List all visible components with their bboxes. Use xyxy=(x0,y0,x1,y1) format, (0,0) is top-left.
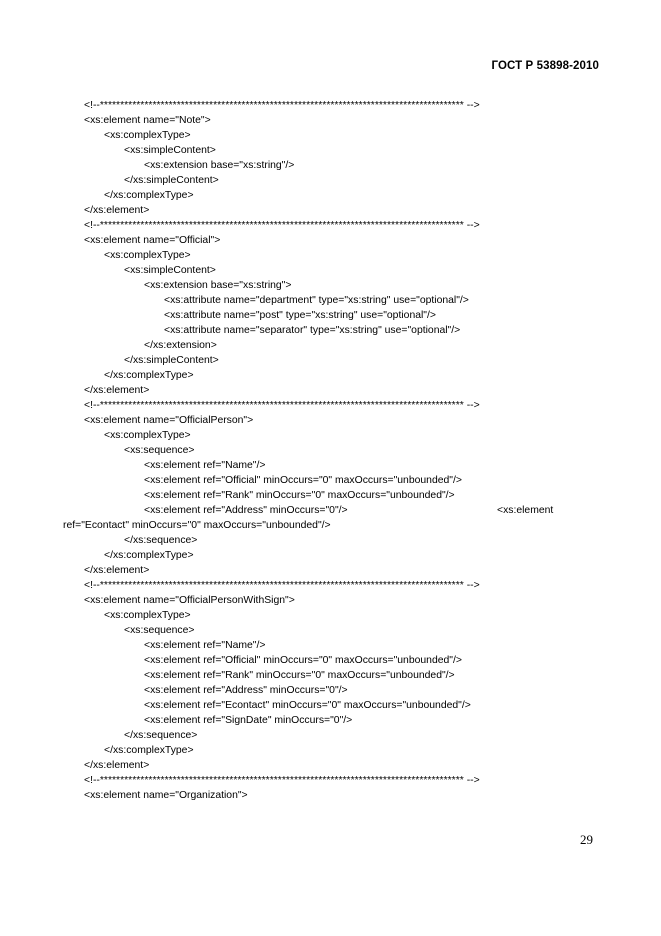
code-line: <xs:complexType> xyxy=(104,130,191,141)
code-line: <xs:complexType> xyxy=(104,430,191,441)
code-line: <xs:attribute name="post" type="xs:string" use="optional"/> xyxy=(164,310,436,321)
code-line: <xs:element ref="SignDate" minOccurs="0"/> xyxy=(144,715,353,726)
code-line: </xs:sequence> xyxy=(124,535,198,546)
code-line: <xs:element ref="Econtact" minOccurs="0" maxOccurs="unbounded"/> xyxy=(144,700,471,711)
code-line: </xs:element> xyxy=(84,385,150,396)
code-line: </xs:sequence> xyxy=(124,730,198,741)
code-line: <xs:sequence> xyxy=(124,445,195,456)
code-line: <xs:element ref="Name"/> xyxy=(144,640,266,651)
code-line: <xs:simpleContent> xyxy=(124,145,216,156)
code-line: <!--****************************************************************************************** --> xyxy=(84,775,480,786)
code-line: <!--****************************************************************************************** --> xyxy=(84,220,480,231)
code-line: <xs:complexType> xyxy=(104,250,191,261)
code-line: ref="Econtact" minOccurs="0" maxOccurs="unbounded"/> xyxy=(63,520,331,531)
code-line: <xs:element ref="Address" minOccurs="0"/> xyxy=(144,505,348,516)
code-line: <xs:element name="Note"> xyxy=(84,115,211,126)
code-line: </xs:complexType> xyxy=(104,745,194,756)
code-line: <xs:element ref="Name"/> xyxy=(144,460,266,471)
code-line: </xs:element> xyxy=(84,760,150,771)
code-line: <xs:attribute name="department" type="xs:string" use="optional"/> xyxy=(164,295,469,306)
code-line: <xs:element ref="Official" minOccurs="0" maxOccurs="unbounded"/> xyxy=(144,655,462,666)
code-line: </xs:complexType> xyxy=(104,370,194,381)
code-line: <!--****************************************************************************************** --> xyxy=(84,400,480,411)
document-header-id: ГОСТ Р 53898-2010 xyxy=(491,60,599,72)
code-line: <xs:attribute name="separator" type="xs:string" use="optional"/> xyxy=(164,325,461,336)
code-line: </xs:element> xyxy=(84,565,150,576)
code-line: <xs:element name="Organization"> xyxy=(84,790,248,801)
code-line: <xs:element name="Official"> xyxy=(84,235,221,246)
code-line: </xs:simpleContent> xyxy=(124,175,219,186)
code-line: <xs:extension base="xs:string"> xyxy=(144,280,292,291)
code-line: <xs:element xyxy=(497,505,554,516)
code-line: <xs:element ref="Rank" minOccurs="0" maxOccurs="unbounded"/> xyxy=(144,670,455,681)
code-line: </xs:complexType> xyxy=(104,550,194,561)
page-number: 29 xyxy=(580,832,593,847)
code-line: <!--****************************************************************************************** --> xyxy=(84,100,480,111)
code-line: <xs:element ref="Address" minOccurs="0"/> xyxy=(144,685,348,696)
code-line: <xs:simpleContent> xyxy=(124,265,216,276)
code-line: <xs:element name="OfficialPerson"> xyxy=(84,415,254,426)
code-line: </xs:element> xyxy=(84,205,150,216)
code-line: <xs:element ref="Official" minOccurs="0" maxOccurs="unbounded"/> xyxy=(144,475,462,486)
code-line: <xs:extension base="xs:string"/> xyxy=(144,160,295,171)
code-line: <!--****************************************************************************************** --> xyxy=(84,580,480,591)
code-line: <xs:sequence> xyxy=(124,625,195,636)
code-line: <xs:complexType> xyxy=(104,610,191,621)
code-line: </xs:complexType> xyxy=(104,190,194,201)
code-line: </xs:simpleContent> xyxy=(124,355,219,366)
code-line: <xs:element ref="Rank" minOccurs="0" maxOccurs="unbounded"/> xyxy=(144,490,455,501)
code-line: </xs:extension> xyxy=(144,340,217,351)
code-line: <xs:element name="OfficialPersonWithSign"> xyxy=(84,595,295,606)
